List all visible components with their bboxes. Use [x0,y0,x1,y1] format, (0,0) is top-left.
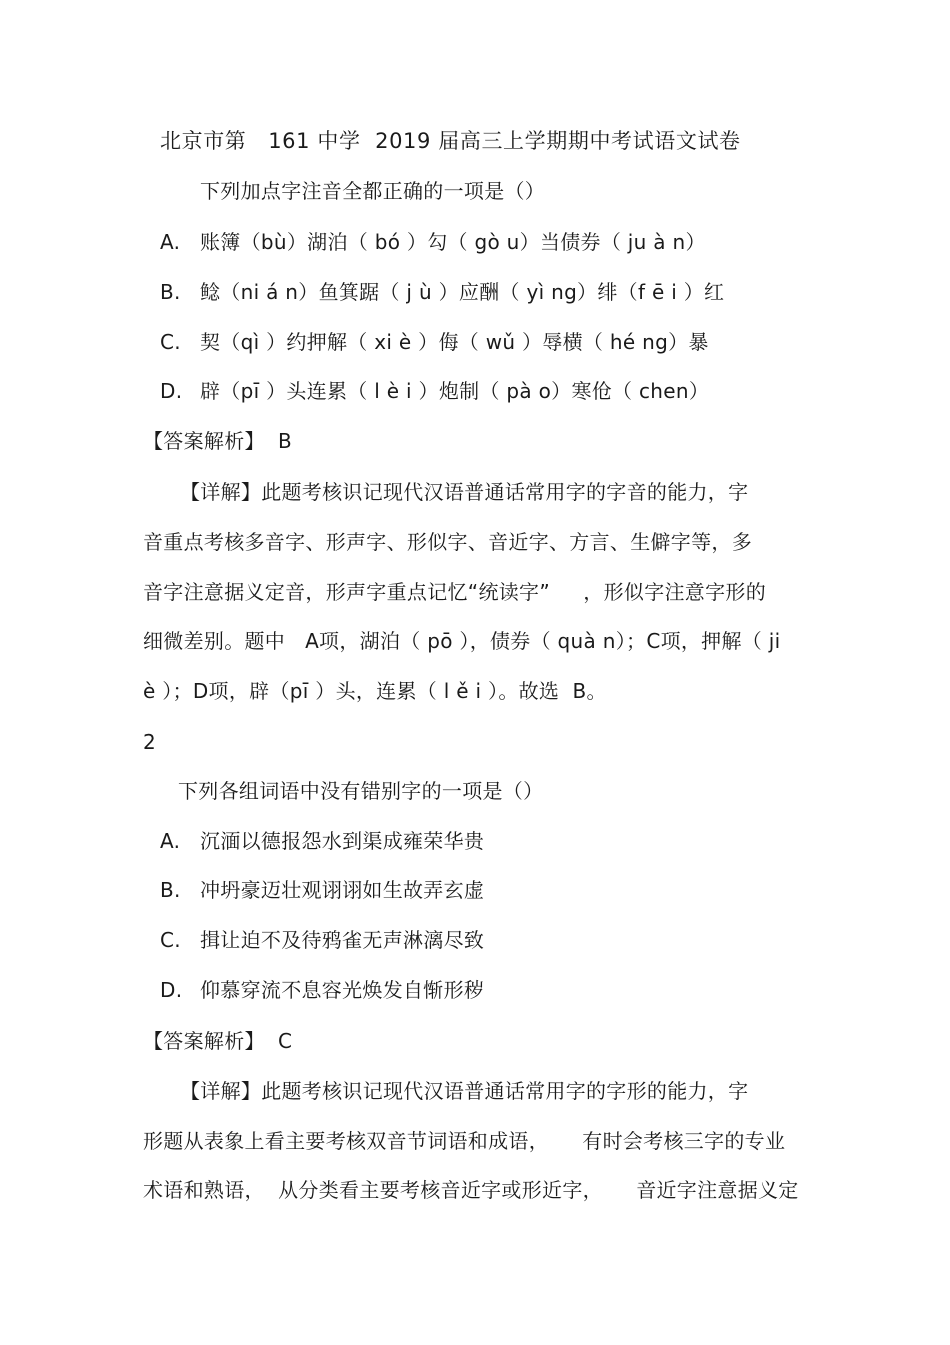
option-text: 辟（pī ）头连累（ l è i ）炮制（ pà o）寒伧（ chen） [200,379,710,403]
option-letter: D. [160,379,183,403]
answer-label: 【答案解析】 [143,1029,265,1053]
option-letter: C. [160,928,181,952]
option-text: 揖让迫不及待鸦雀无声淋漓尽致 [200,928,485,952]
explanation-line: 【详解】此题考核识记现代汉语普通话常用字的字形的能力，字 [180,1079,749,1103]
option-letter: A. [160,829,181,853]
option-letter: D. [160,978,183,1002]
option-text: 契（qì ）约押解（ xi è ）侮（ wǔ ）辱横（ hé ng）暴 [200,330,709,354]
option-letter: B. [160,280,181,304]
option-text: 账簿（bù）湖泊（ bó ）勾（ gò u）当债券（ ju à n） [200,230,706,254]
explanation-line: 【详解】此题考核识记现代汉语普通话常用字的字音的能力，字 [180,480,749,504]
question-1-stem: 下列加点字注音全都正确的一项是（） [200,179,546,203]
document-title: 北京市第 161 中学 2019 届高三上学期期中考试语文试卷 [160,129,741,153]
explanation-line: 音字注意据义定音，形声字重点记忆“统读字” ，形似字注意字形的 [143,580,767,604]
option-text: 仰慕穿流不息容光焕发自惭形秽 [200,978,485,1002]
option-text: 冲坍豪迈壮观诩诩如生故弄玄虚 [200,878,485,902]
explanation-line: 音重点考核多音字、形声字、形似字、音近字、方言、生僻字等，多 [143,530,752,554]
explanation-line: è ）；D项，辟（pī ）头，连累（ l ě i ）。故选 B。 [143,679,607,703]
option-text: 鲶（ni á n）鱼箕踞（ j ù ）应酬（ yì ng）绯（f ē i ）红 [200,280,725,304]
answer-value: C [278,1029,293,1053]
explanation-line: 术语和熟语， 从分类看主要考核音近字或形近字， 音近字注意据义定 [143,1178,799,1202]
option-letter: A. [160,230,181,254]
question-2-stem: 下列各组词语中没有错别字的一项是（） [178,779,544,803]
answer-value: B [278,429,293,453]
explanation-line: 细微差别。题中 A项，湖泊（ pō ），债券（ quà n）；C项，押解（ ji [143,629,781,653]
question-2-number: 2 [143,730,157,754]
answer-label: 【答案解析】 [143,429,265,453]
explanation-line: 形题从表象上看主要考核双音节词语和成语， 有时会考核三字的专业 [143,1129,786,1153]
option-letter: C. [160,330,181,354]
option-text: 沉湎以德报怨水到渠成雍荣华贵 [200,829,485,853]
option-letter: B. [160,878,181,902]
